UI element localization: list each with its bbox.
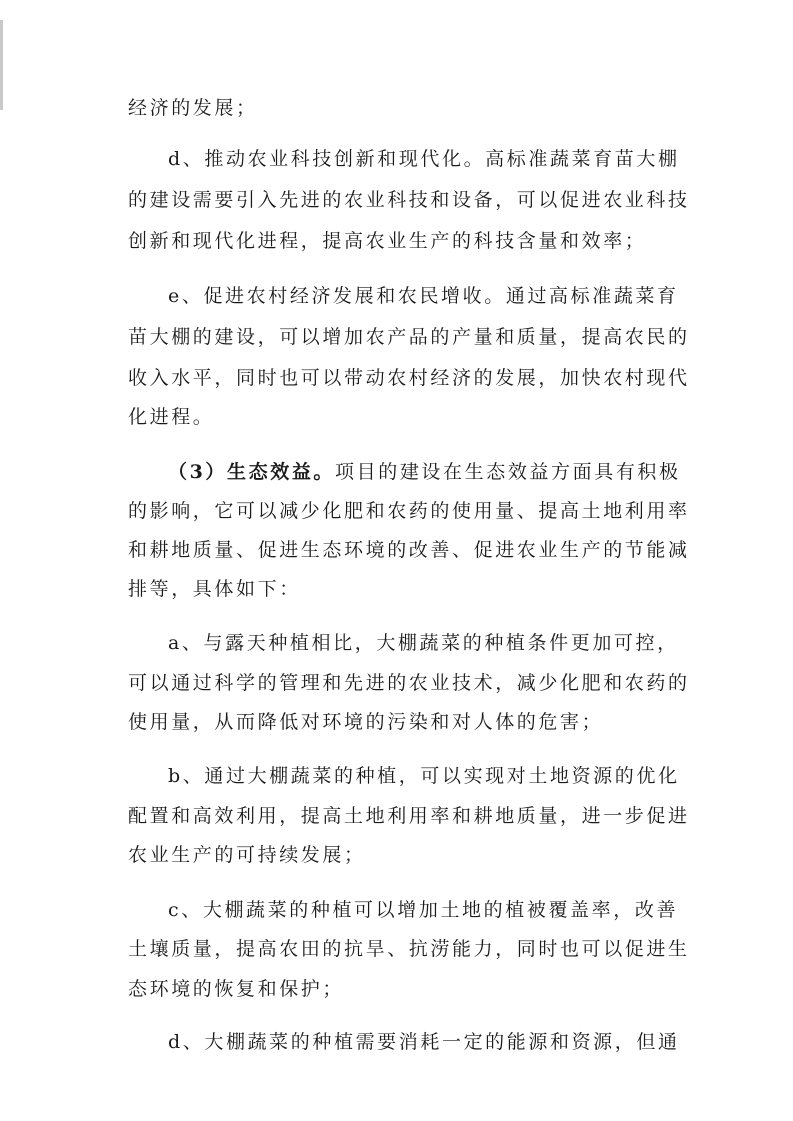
section-heading: （3）生态效益。: [168, 461, 336, 483]
scan-edge-mark: [0, 20, 3, 110]
paragraph-line: 苗大棚的建设，可以增加农产品的产量和质量，提高农民的: [128, 326, 690, 348]
paragraph-line: 和耕地质量、促进生态环境的改善、促进农业生产的节能减: [128, 539, 690, 561]
paragraph-line: a、与露天种植相比，大棚蔬菜的种植条件更加可控，: [168, 632, 679, 654]
paragraph-line: 使用量，从而降低对环境的污染和对人体的危害；: [128, 711, 604, 733]
section-heading-line: [168, 460, 681, 484]
paragraph-line: b、通过大棚蔬菜的种植，可以实现对土地资源的优化: [168, 765, 680, 787]
paragraph-line: 配置和高效利用，提高土地利用率和耕地质量，进一步促进: [128, 805, 690, 827]
paragraph-line: 可以通过科学的管理和先进的农业技术，减少化肥和农药的: [128, 672, 690, 694]
paragraph-line: d、推动农业科技创新和现代化。高标准蔬菜育苗大棚: [168, 148, 680, 170]
paragraph-line: e、促进农村经济发展和农民增收。通过高标准蔬菜育: [168, 285, 679, 307]
paragraph-line: 经济的发展；: [128, 97, 258, 119]
paragraph-line: d、大棚蔬菜的种植需要消耗一定的能源和资源，但通: [168, 1031, 680, 1053]
paragraph-line: 的建设需要引入先进的农业科技和设备，可以促进农业科技: [128, 189, 690, 211]
paragraph-line: 态环境的恢复和保护；: [128, 978, 345, 1000]
paragraph-line: 收入水平，同时也可以带动农村经济的发展，加快农村现代: [128, 367, 690, 389]
paragraph-line: 农业生产的可持续发展；: [128, 844, 366, 866]
paragraph-line: 创新和现代化进程，提高农业生产的科技含量和效率；: [128, 230, 647, 252]
paragraph-line: c、大棚蔬菜的种植可以增加土地的植被覆盖率，改善: [168, 899, 679, 921]
paragraph-line: 排等，具体如下：: [128, 578, 301, 600]
paragraph-line: 的影响，它可以减少化肥和农药的使用量、提高土地利用率: [128, 500, 690, 522]
paragraph-line: 化进程。: [128, 406, 215, 428]
paragraph-line: 土壤质量，提高农田的抗旱、抗涝能力，同时也可以促进生: [128, 938, 690, 960]
paragraph-text: 项目的建设在生态效益方面具有积极: [335, 461, 681, 483]
